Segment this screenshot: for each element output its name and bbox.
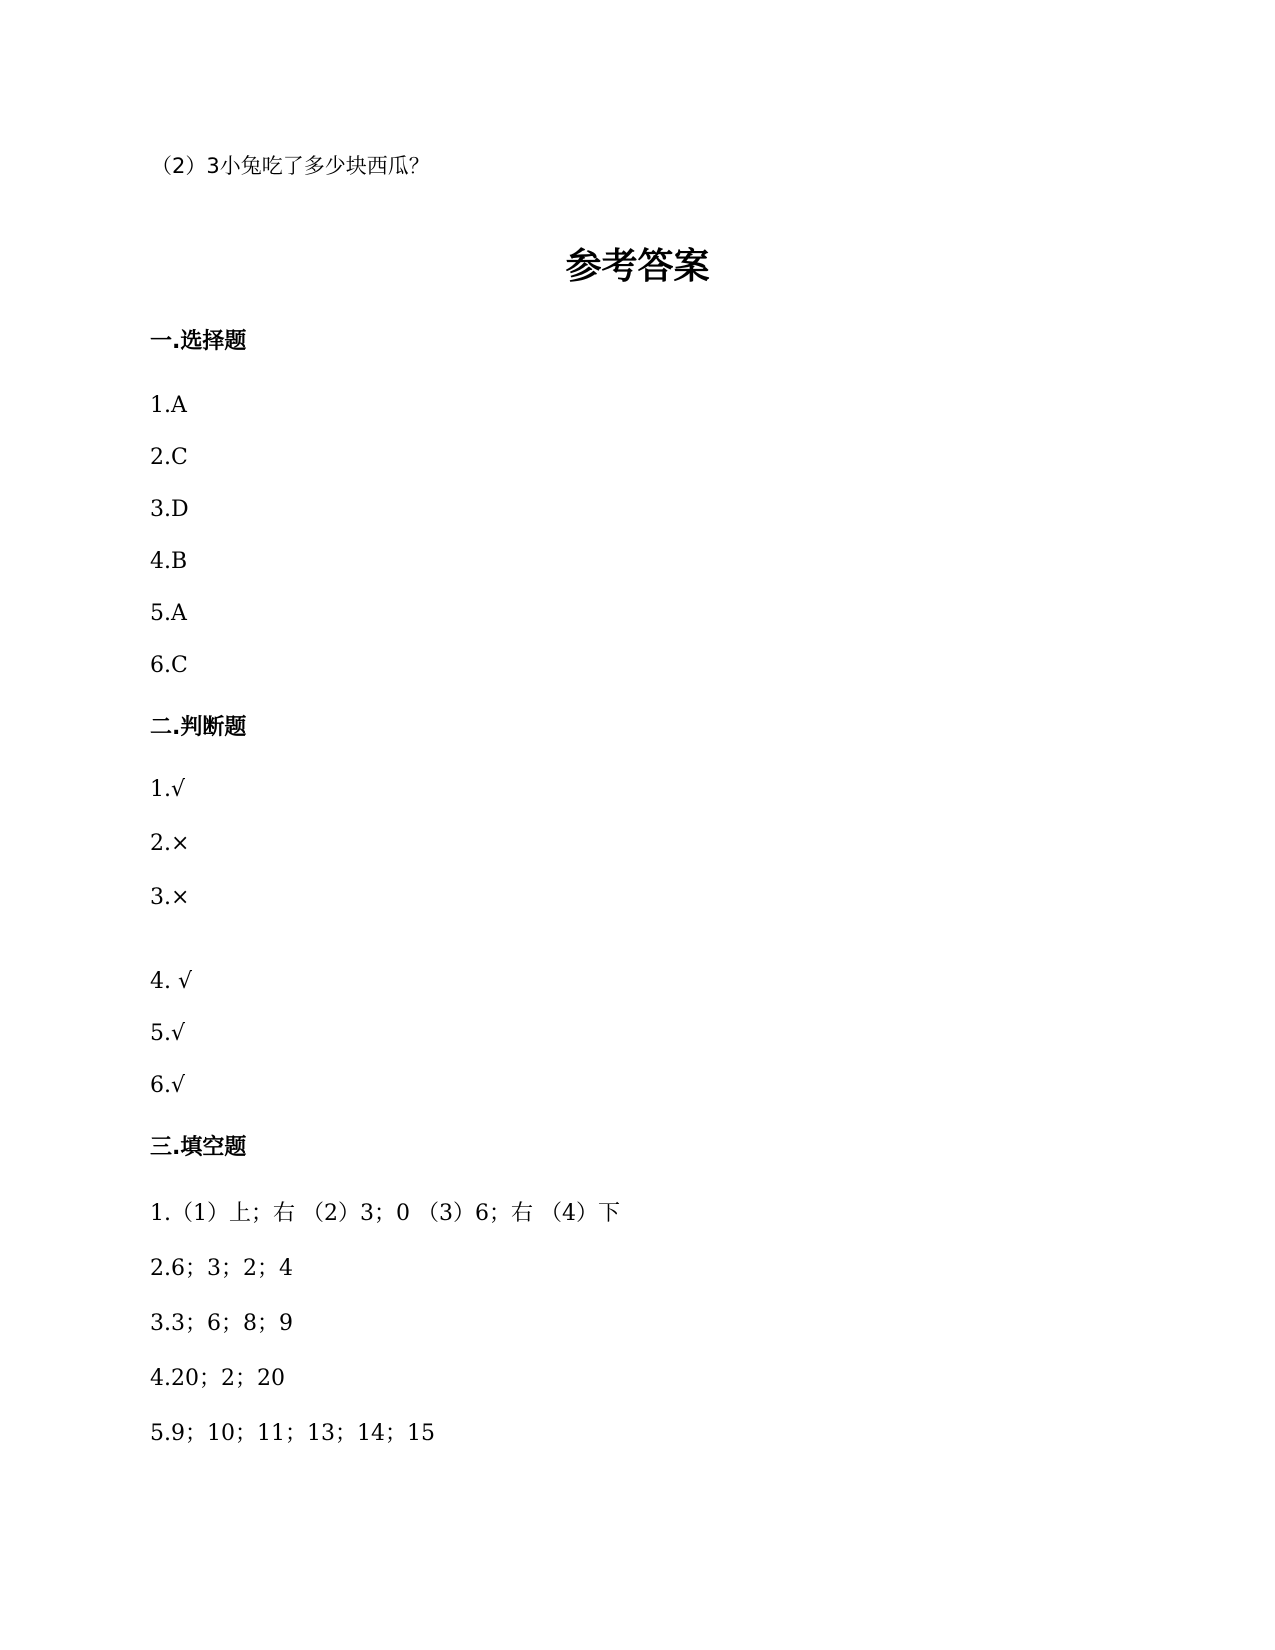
answer-item: 6.√ [150, 1073, 186, 1098]
answer-item: 4.B [150, 549, 188, 574]
answer-item: 1.A [150, 393, 187, 418]
section-heading-judgment: 二.判断题 [150, 715, 247, 740]
page-title: 参考答案 [565, 246, 710, 287]
answer-item: 5.9；10；11；13；14；15 [150, 1421, 435, 1446]
answer-item: 1.√ [150, 777, 186, 802]
answer-item: 2.6；3；2；4 [150, 1256, 293, 1281]
section-heading-fill-blank: 三.填空题 [150, 1135, 247, 1160]
answer-item: 2.C [150, 445, 188, 470]
question-text: （2）3小兔吃了多少块西瓜？ [151, 154, 430, 178]
answer-item: 2.× [150, 831, 190, 856]
answer-item: 1.（1）上；右 （2）3；0 （3）6；右 （4）下 [150, 1201, 620, 1226]
answer-item: 5.√ [150, 1021, 186, 1046]
section-heading-choice: 一.选择题 [150, 329, 247, 354]
answer-item: 3.D [150, 497, 189, 522]
answer-item: 6.C [150, 653, 188, 678]
answer-item: 4. √ [150, 969, 193, 994]
answer-item: 3.3；6；8；9 [150, 1311, 293, 1336]
answer-item: 3.× [150, 885, 190, 910]
answer-item: 5.A [150, 601, 187, 626]
answer-item: 4.20；2；20 [150, 1366, 285, 1391]
